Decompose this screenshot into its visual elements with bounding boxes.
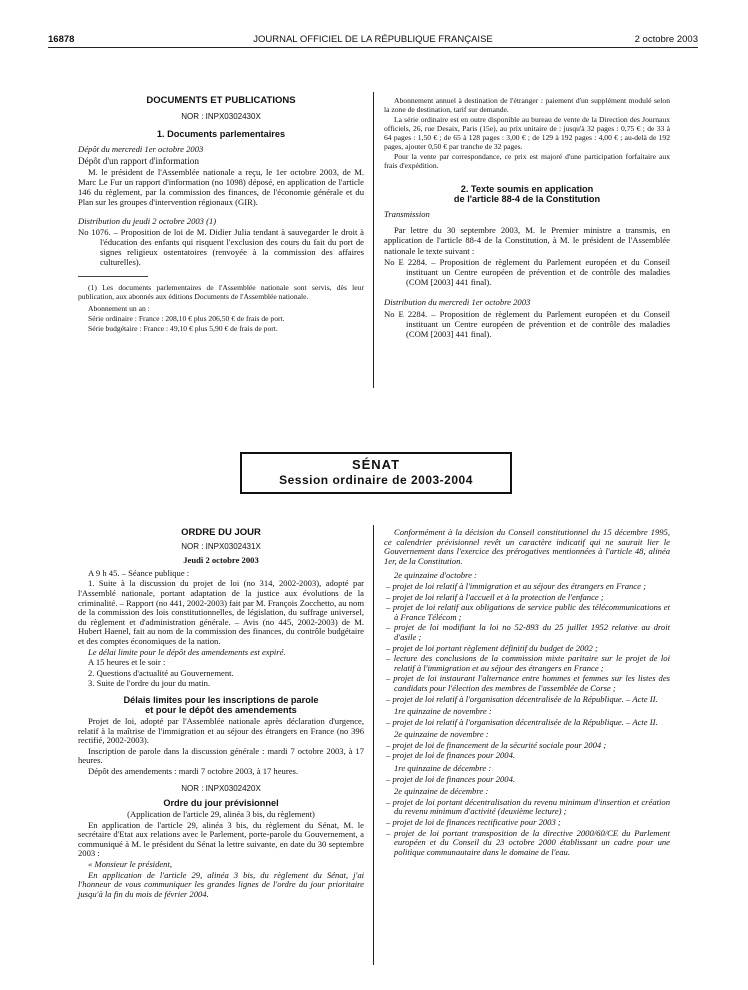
header-rule bbox=[48, 47, 698, 48]
period-label: 1re quinzaine de décembre : bbox=[394, 763, 492, 774]
section-title: DOCUMENTS ET PUBLICATIONS bbox=[146, 95, 296, 106]
period-item: – projet de loi relatif à l'accueil et à la protection de l'enfance ; bbox=[386, 591, 604, 602]
period-item: – projet de loi modifiant la loi no 52-893 du 25 juillet 1952 relative au droit d'asile ; bbox=[386, 622, 670, 642]
rapport-paragraph: M. le président de l'Assemblée nationale a reçu, le 1er octobre 2003, de M. Marc Le Fur un rapport d'information (no 1098) déposé, en application de l'article 146 du règlement, par la commission des finances, de l'économie générale et du Plan sur les groupes d'intervention régionaux (GIR). bbox=[78, 166, 364, 208]
application-line: (Application de l'article 29, alinéa 3 bis, du règlement) bbox=[127, 809, 315, 820]
footnote: (1) Les documents parlementaires de l'Assemblée nationale sont servis, dès leur publication, aux abonnés aux éditions Documents de l'Assemblée nationale. bbox=[78, 282, 364, 301]
documents-publications-column bbox=[78, 96, 364, 334]
calendrier-column bbox=[384, 528, 670, 858]
period-label: 2e quinzaine de décembre : bbox=[394, 786, 489, 797]
texte-heading-line1: 2. Texte soumis en application bbox=[460, 184, 594, 194]
period-item: – projet de loi relatif aux obligations de service public des télécommunications et à France Télécom ; bbox=[386, 602, 670, 622]
transmission-label: Transmission bbox=[384, 209, 430, 219]
period-item: – projet de loi de financement de la sécurité sociale pour 2004 ; bbox=[386, 739, 607, 750]
lettre-paragraph: Par lettre du 30 septembre 2003, M. le Premier ministre a transmis, en application de l'article 88-4 de la Constitution, à M. le président de l'Assemblée nationale le texte suivant : bbox=[384, 225, 670, 256]
distribution-date-line: Distribution du jeudi 2 octobre 2003 (1) bbox=[78, 215, 217, 226]
period-label: 1re quinzaine de novembre : bbox=[394, 706, 492, 717]
item-text: – Proposition de loi de M. Didier Julia tendant à sauvegarder le droit à l'éducation des enfants qui risquent l'exclusion des cours du fait du port de signes religieux ostentatoires (renvoyée à la commission des affaires culturelles). bbox=[100, 226, 364, 268]
previsionnel-title: Ordre du jour prévisionnel bbox=[163, 798, 279, 809]
period-item: – projet de loi relatif à l'organisation décentralisée de la République. – Acte II. bbox=[386, 716, 658, 727]
depot-title: Dépôt d'un rapport d'information bbox=[78, 155, 199, 166]
item-text: – Proposition de règlement du Parlement européen et du Conseil instituant un Centre européen de prévention et de contrôle des maladies (COM [2003] 441 final). bbox=[406, 308, 671, 340]
serie-vente: La série ordinaire est en outre disponible au bureau de vente de la Direction des Journaux officiels, 26, rue Desaix, Paris (15e), au prix unitaire de : jusqu'à 32 pages : 0,75 € ; de 33 à 64 pages : 1,50 € ; de 65 à 128 pages : 3,00 € ; de 129 à 192 pages : 4,00 € ; au-delà de 192 pages, ajouter 0,50 € par tranche de 32 pages. bbox=[384, 115, 670, 151]
serie-budgetaire: Série budgétaire : France : 49,10 € plus 5,90 € de frais de port. bbox=[88, 323, 278, 333]
session-date: Jeudi 2 octobre 2003 bbox=[183, 555, 259, 566]
period-item: – projet de loi portant décentralisation du revenu minimum d'insertion et création du revenu minimum d'activité (deuxième lecture) ; bbox=[386, 796, 670, 817]
soir-line: A 15 heures et le soir : bbox=[88, 657, 166, 668]
salutation: « Monsieur le président, bbox=[88, 859, 173, 870]
abonnement-etranger: Abonnement annuel à destination de l'étranger : paiement d'un supplément modulé selon la zone de destination, tarif sur demande. bbox=[384, 96, 670, 114]
calendrier-intro: Conformément à la décision du Conseil constitutionnel du 15 décembre 1995, ce calendrier prévisionnel revêt un caractère indicatif qui ne saurait lier le Gouvernement dans l'exercice des prérogatives mentionnées à l'article 48, alinéa 1er, de la Constitution. bbox=[384, 527, 670, 566]
en-application-paragraph: En application de l'article 29, alinéa 3 bis, du règlement du Sénat, M. le secrétaire d'Etat aux relations avec le Parlement, porte-parole du Gouvernement, a communiqué à M. le président du Sénat la lettre suivante, en date du 30 septembre 2003 : bbox=[78, 819, 364, 859]
ordre-title: ORDRE DU JOUR bbox=[181, 527, 261, 538]
agenda-item-3: 3. Suite de l'ordre du jour du matin. bbox=[88, 678, 211, 689]
documents-heading: 1. Documents parlementaires bbox=[156, 129, 286, 140]
inscription-paragraph: Inscription de parole dans la discussion générale : mardi 7 octobre 2003, à 17 heures. bbox=[78, 745, 364, 766]
period-item: – projet de loi relatif à l'immigration et au séjour des étrangers en France ; bbox=[386, 580, 646, 591]
page-header bbox=[48, 34, 698, 48]
agenda-item-1: 1. Suite à la discussion du projet de loi (no 314, 2002-2003), adopté par l'Assemblé nationale, portant adaptation de la justice aux évolutions de la criminalité. – Rapport (no 441, 2002-2003) fait par M. François Zocchetto, au nom de la commission des lois constitutionnelles, de législation, du suffrage universel, du règlement et d'administration générale. – Avis (no 445, 2002-2003) de M. Hubert Haenel, fait au nom de la commission des finances, du contrôle budgétaire et des comptes économiques de la nation. bbox=[78, 578, 364, 646]
projet-paragraph: Projet de loi, adopté par l'Assemblée nationale après déclaration d'urgence, relatif à la maîtrise de l'immigration et au séjour des étrangers en France (no 396 rectifié, 2002-2003). bbox=[78, 715, 364, 746]
period-item: – projet de loi instaurant l'alternance entre hommes et femmes sur les listes des candidats pour l'élection des membres de l'assemblée de Corse ; bbox=[386, 673, 670, 693]
period-label: 2e quinzaine d'octobre : bbox=[394, 570, 477, 581]
issue-date: 2 octobre 2003 bbox=[634, 34, 698, 45]
texte-soumis-column bbox=[384, 96, 670, 340]
period-item: – projet de loi relatif à l'organisation décentralisée de la République. – Acte II. bbox=[386, 693, 658, 704]
page-number: 16878 bbox=[48, 34, 75, 45]
item-number: No E 2284. bbox=[384, 308, 428, 319]
session-title: Session ordinaire de 2003-2004 bbox=[279, 473, 473, 487]
delai-line: Le délai limite pour le dépôt des amendements est expiré. bbox=[88, 646, 286, 657]
item-number: No E 2284. bbox=[384, 256, 428, 267]
period-item: – projet de loi de finances rectificative pour 2003 ; bbox=[386, 817, 561, 828]
column-divider-bottom bbox=[373, 525, 374, 965]
senat-title-box bbox=[240, 452, 512, 494]
seance-line: A 9 h 45. – Séance publique : bbox=[88, 567, 190, 578]
nor-reference: NOR : INPX0302431X bbox=[181, 541, 261, 551]
nor-reference-2: NOR : INPX0302420X bbox=[181, 784, 261, 794]
period-item: – projet de loi de finances pour 2004. bbox=[386, 773, 516, 784]
correspondance: Pour la vente par correspondance, ce prix est majoré d'une participation forfaitaire aux frais d'expédition. bbox=[384, 152, 670, 170]
period-item: – projet de loi portant transposition de la directive 2000/60/CE du Parlement européen et du Conseil du 23 octobre 2000 établissant un cadre pour une politique communautaire dans le domaine de l'eau. bbox=[386, 827, 670, 857]
letter-body: En application de l'article 29, alinéa 3 bis, du règlement du Sénat, j'ai l'honneur de vous communiquer les grandes lignes de l'ordre du jour prioritaire jusqu'à la fin du mois de février 2004. bbox=[78, 869, 364, 899]
agenda-item-2: 2. Questions d'actualité au Gouvernement. bbox=[88, 667, 234, 678]
distribution-date-line: Distribution du mercredi 1er octobre 2003 bbox=[384, 297, 531, 308]
abonnement-label: Abonnement un an : bbox=[88, 303, 150, 313]
item-number: No 1076. bbox=[78, 226, 111, 237]
senat-title: SÉNAT bbox=[351, 457, 401, 472]
depot-paragraph: Dépôt des amendements : mardi 7 octobre 2003, à 17 heures. bbox=[88, 765, 299, 776]
texte-heading-line2: de l'article 88-4 de la Constitution bbox=[453, 194, 601, 204]
ordre-du-jour-column bbox=[78, 528, 364, 900]
depot-date-line: Dépôt du mercredi 1er octobre 2003 bbox=[78, 144, 204, 155]
e2284-item-2 bbox=[384, 309, 670, 340]
nor-reference: NOR : INPX0302430X bbox=[181, 112, 261, 122]
delais-title-line2: et pour le dépôt des amendements bbox=[145, 704, 297, 715]
serie-ordinaire: Série ordinaire : France : 208,10 € plus 206,50 € de frais de port. bbox=[88, 313, 285, 323]
period-item: – projet de loi portant règlement définitif du budget de 2002 ; bbox=[386, 642, 598, 653]
period-item: – lecture des conclusions de la commission mixte paritaire sur le projet de loi relatif à l'immigration et au séjour des étrangers en France ; bbox=[386, 653, 670, 673]
period-label: 2e quinzaine de novembre : bbox=[394, 729, 489, 740]
delais-title-line1: Délais limites pour les inscriptions de parole bbox=[123, 694, 319, 705]
journal-title: JOURNAL OFFICIEL DE LA RÉPUBLIQUE FRANÇAISE bbox=[253, 34, 493, 45]
e2284-item-1 bbox=[384, 257, 670, 288]
period-item: – projet de loi de finances pour 2004. bbox=[386, 750, 516, 761]
item-text: – Proposition de règlement du Parlement européen et du Conseil instituant un Centre européen de prévention et de contrôle des maladies (COM [2003] 441 final). bbox=[406, 256, 671, 288]
footnote-separator bbox=[78, 276, 148, 277]
column-divider-top bbox=[373, 92, 374, 388]
proposition-item bbox=[78, 227, 364, 268]
calendrier-periods bbox=[384, 571, 670, 857]
